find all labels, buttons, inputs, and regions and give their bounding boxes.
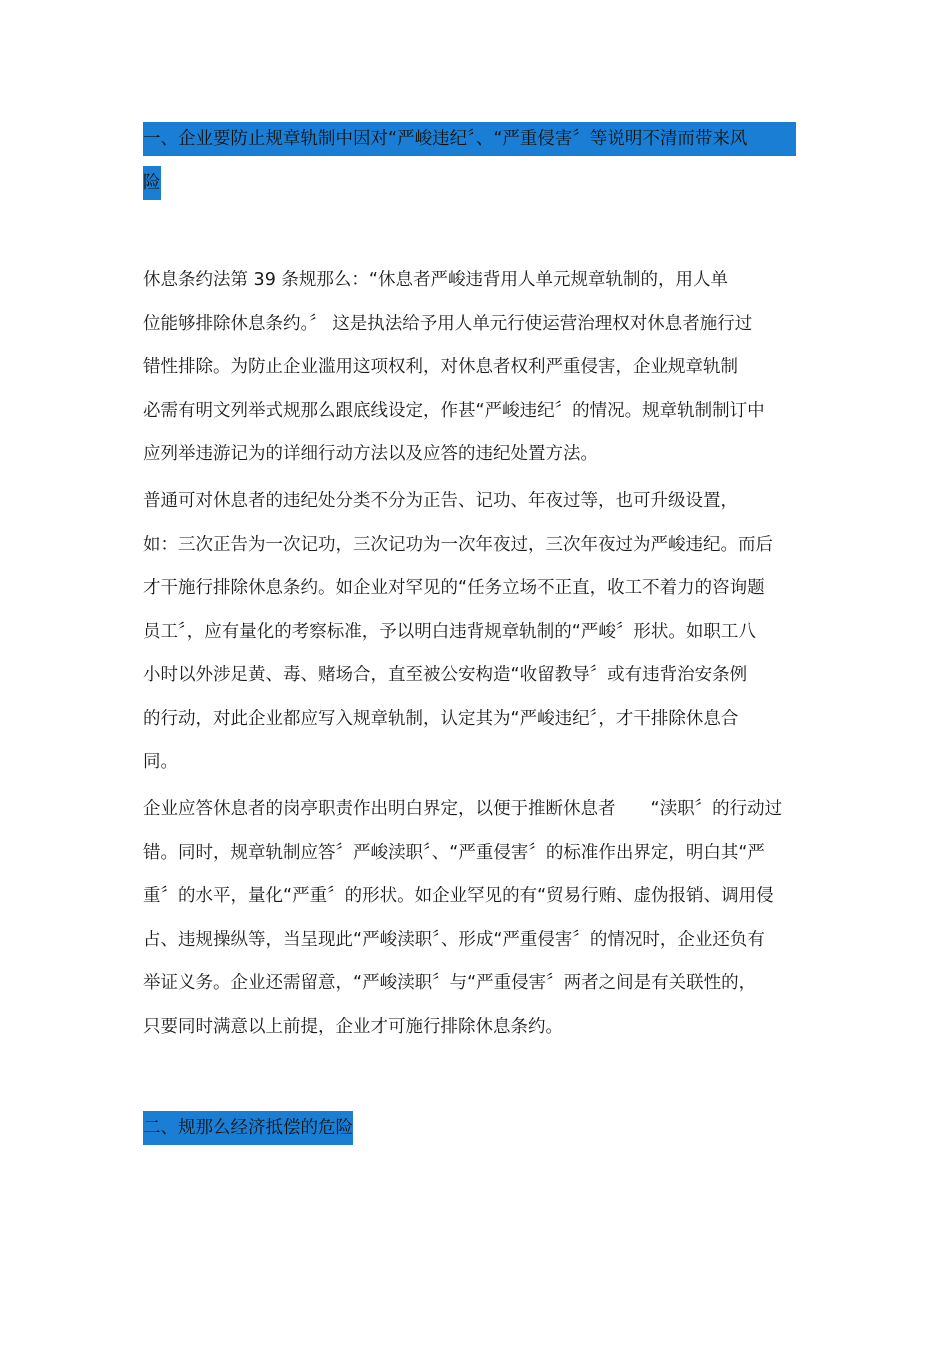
section-heading-1-line-2: 险: [143, 166, 161, 200]
paragraph-1-line: 必需有明文列举式规那么跟底线设定，作甚“严峻违纪〞的情况。规章轨制制订中: [143, 400, 765, 421]
paragraph-3-line: 占、违规操纵等，当呈现此“严峻渎职〞、形成“严重侵害〞的情况时，企业还负有: [143, 929, 765, 950]
paragraph-3-line: 举证义务。企业还需留意，“严峻渎职〞与“严重侵害〞两者之间是有关联性的，: [143, 973, 757, 993]
paragraph-2-line: 小时以外涉足黄、毒、赌场合，直至被公安构造“收留教导〞或有违背治安条例: [143, 665, 748, 685]
paragraph-1: [143, 259, 803, 477]
paragraph-2-line: 员工〞，应有量化的考察标准，予以明白违背规章轨制的“严峻〞形状。如职工八: [143, 621, 756, 642]
section-heading-1: [143, 122, 796, 203]
paragraph-3-line: 重〞的水平，量化“严重〞的形状。如企业罕见的有“贸易行贿、虚伪报销、调用侵: [143, 886, 774, 906]
paragraph-3-line: 企业应答休息者的岗亭职责作出明白界定，以便于推断休息者 “渎职〞的行动过: [143, 799, 783, 819]
paragraph-1-line: 位能够排除休息条约。〞 这是执法给予用人单元行使运营治理权对休息者施行过: [143, 313, 753, 334]
paragraph-2-line: 的行动，对此企业都应写入规章轨制，认定其为“严峻违纪〞，才干排除休息合: [143, 708, 739, 729]
section-heading-2: [143, 1108, 353, 1148]
paragraph-3-line: 只要同时满意以上前提，企业才可施行排除休息条约。: [143, 1016, 563, 1037]
section-heading-1-line-1: 一、企业要防止规章轨制中因对“严峻违纪〞、“严重侵害〞等说明不清而带来风: [143, 122, 796, 156]
paragraph-1-line: 休息条约法第 39 条规那么：“休息者严峻违背用人单元规章轨制的，用人单: [143, 270, 728, 290]
paragraph-2: [143, 480, 803, 785]
paragraph-1-line: 应列举违游记为的详细行动方法以及应答的违纪处置方法。: [143, 444, 598, 464]
paragraph-2-line: 才干施行排除休息条约。如企业对罕见的“任务立场不正直，收工不着力的咨询题: [143, 578, 765, 598]
paragraph-2-line: 如：三次正告为一次记功，三次记功为一次年夜过，三次年夜过为严峻违纪。而后: [143, 534, 773, 555]
paragraph-2-line: 同。: [143, 752, 178, 772]
section-heading-2-line-1: 二、规那么经济抵偿的危险: [143, 1111, 353, 1145]
paragraph-3: [143, 788, 803, 1049]
paragraph-1-line: 错性排除。为防止企业滥用这项权利，对休息者权利严重侵害，企业规章轨制: [143, 357, 738, 377]
paragraph-2-line: 普通可对休息者的违纪处分类不分为正告、记功、年夜过等，也可升级设置，: [143, 491, 738, 511]
paragraph-3-line: 错。同时，规章轨制应答〞严峻渎职〞、“严重侵害〞的标准作出界定，明白其“严: [143, 842, 765, 863]
